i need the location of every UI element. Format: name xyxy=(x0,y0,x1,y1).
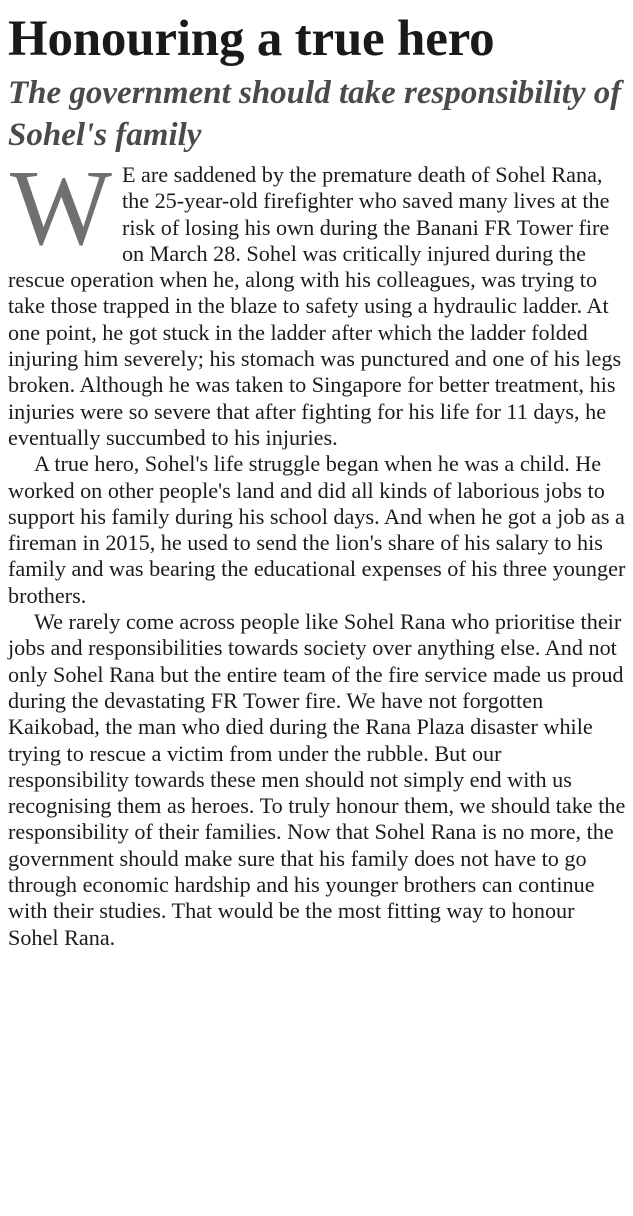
paragraph-1-text: E are saddened by the premature death of Sohel Rana, the 25-year-old firefighter who saved many lives at the risk of losing his own during the Banani FR Tower fire on March 28. Sohel was critically injured during the rescue operation when he, along with his colleagues, was trying to take those trapped in the blaze to safety using a hydraulic ladder. At one point, he got stuck in the ladder after which the ladder folded injuring him severely; his stomach was punctured and one of his legs broken. Although he was taken to Singapore for better treatment, his injuries were so severe that after fighting for his life for 11 days, he eventually succumbed to his injuries. xyxy=(8,162,622,450)
editorial-article xyxy=(8,10,626,951)
paragraph-3: We rarely come across people like Sohel Rana who prioritise their jobs and responsibilities towards society over anything else. And not only Sohel Rana but the entire team of the fire service made us proud during the devastating FR Tower fire. We have not forgotten Kaikobad, the man who died during the Rana Plaza disaster while trying to rescue a victim from under the rubble. But our responsibility towards these men should not simply end with us recognising them as heroes. To truly honour them, we should take the responsibility of their families. Now that Sohel Rana is no more, the government should make sure that his family does not have to go through economic hardship and his younger brothers can continue with their studies. That would be the most fitting way to honour Sohel Rana. xyxy=(8,609,626,950)
drop-cap: W xyxy=(10,149,112,268)
subheadline: The government should take responsibility of Sohel's family xyxy=(8,75,622,153)
paragraph-2: A true hero, Sohel's life struggle began when he was a child. He worked on other people's land and did all kinds of laborious jobs to support his family during his school days. And when he got a job as a fireman in 2015, he used to send the lion's share of his salary to his family and was bearing the educational expenses of his three younger brothers. xyxy=(8,451,626,608)
paragraph-1 xyxy=(8,149,626,451)
headline: Honouring a true hero xyxy=(8,11,495,67)
article-body xyxy=(8,149,626,951)
